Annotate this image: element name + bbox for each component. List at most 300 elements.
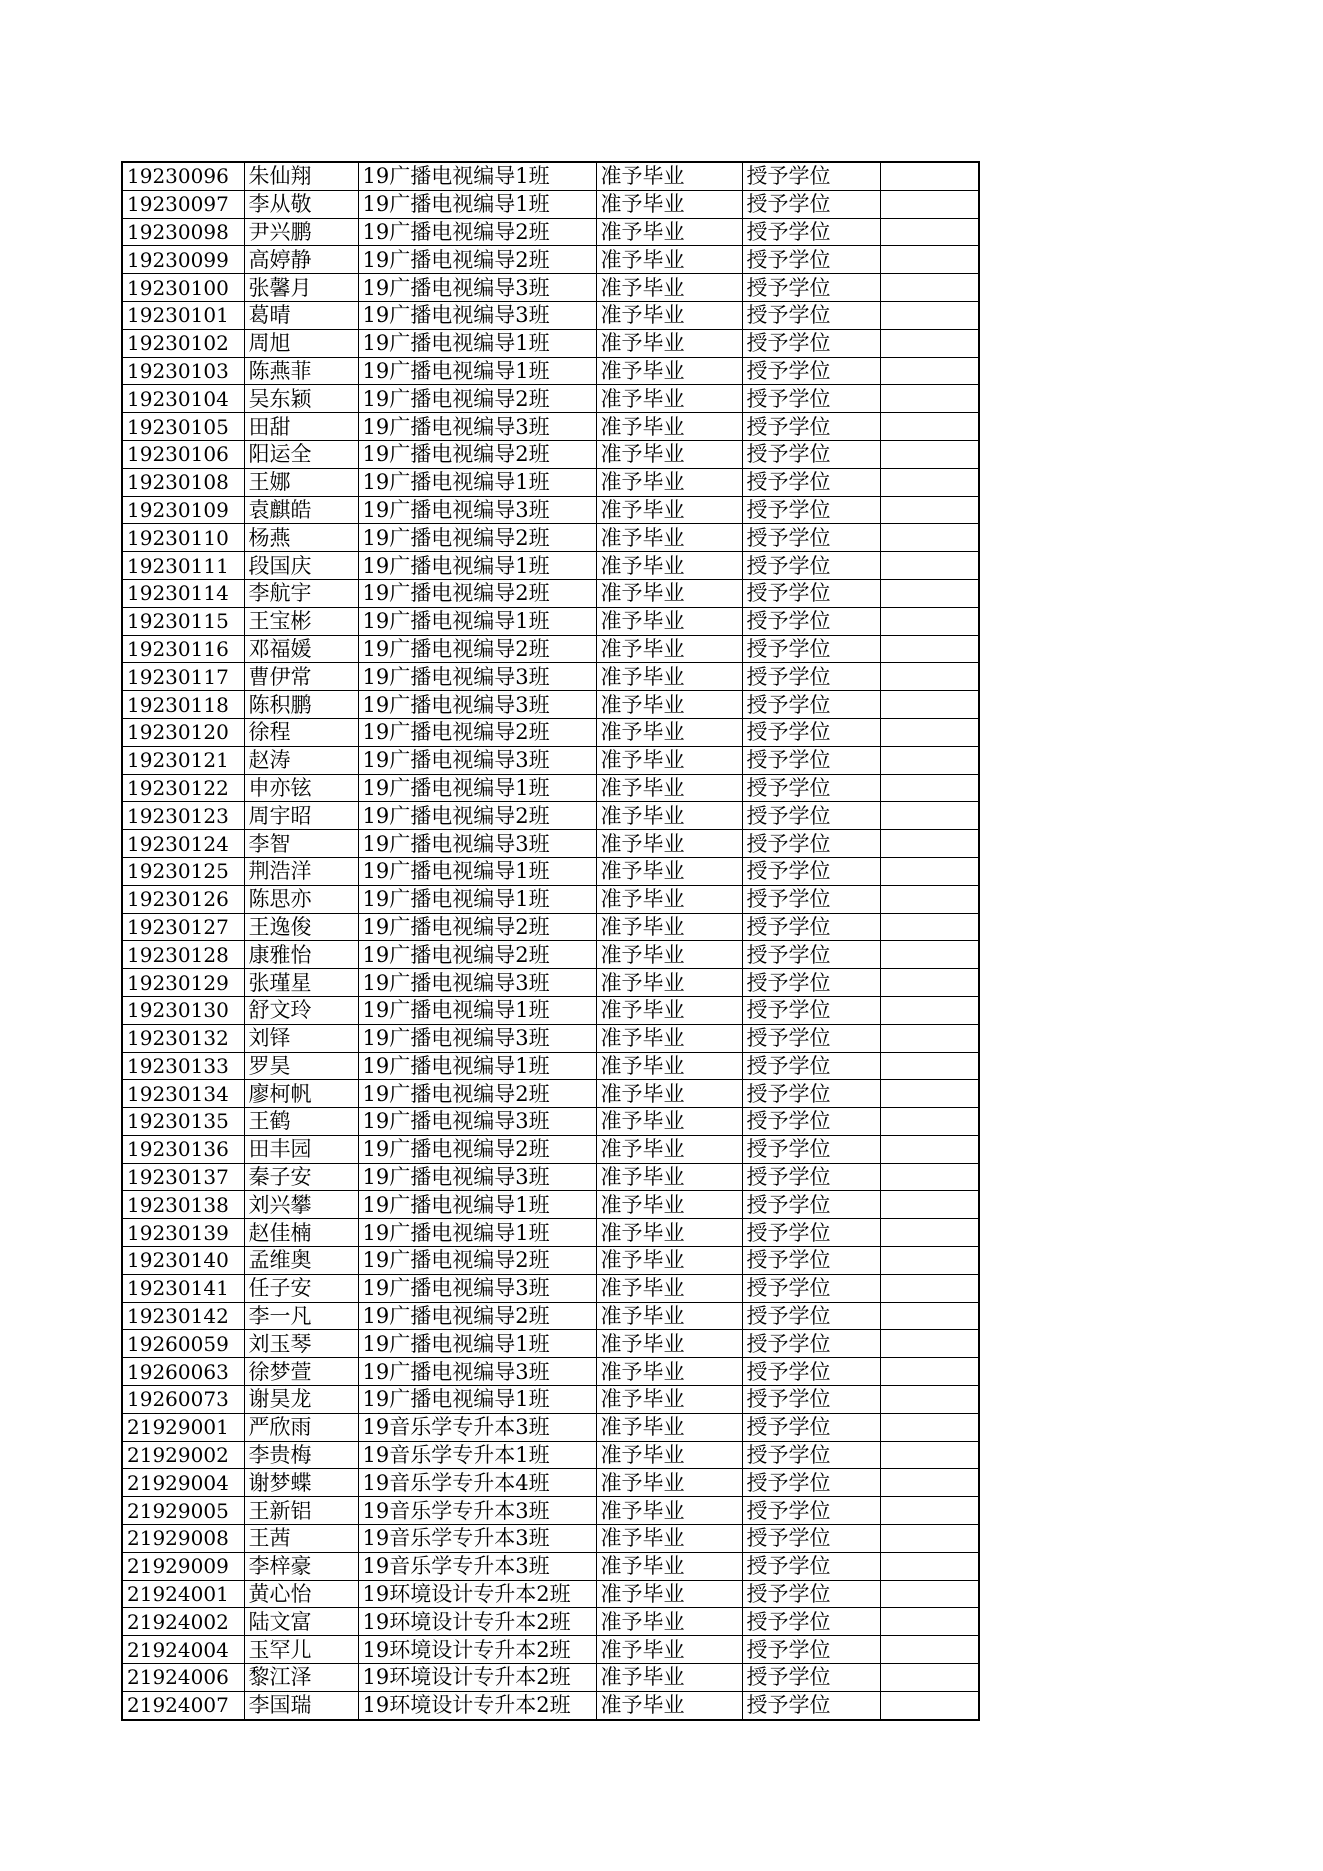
graduation-status-cell: 准予毕业 xyxy=(596,1413,742,1441)
remarks-cell xyxy=(880,1135,979,1163)
class-name-cell: 19音乐学专升本3班 xyxy=(358,1525,596,1553)
student-name-cell: 谢梦蝶 xyxy=(244,1469,358,1497)
student-name-cell: 陈燕菲 xyxy=(244,357,358,385)
student-name-cell: 赵涛 xyxy=(244,746,358,774)
table-row xyxy=(122,718,979,746)
table-row xyxy=(122,413,979,441)
degree-status-cell: 授予学位 xyxy=(742,1525,880,1553)
class-name-cell: 19广播电视编导1班 xyxy=(358,1386,596,1414)
graduation-status-cell: 准予毕业 xyxy=(596,913,742,941)
student-id-cell: 19230115 xyxy=(122,607,244,635)
student-name-cell: 孟维奥 xyxy=(244,1247,358,1275)
student-id-cell: 21924007 xyxy=(122,1691,244,1719)
student-name-cell: 李国瑞 xyxy=(244,1691,358,1719)
student-id-cell: 19230129 xyxy=(122,969,244,997)
degree-status-cell: 授予学位 xyxy=(742,413,880,441)
remarks-cell xyxy=(880,274,979,302)
graduation-status-cell: 准予毕业 xyxy=(596,1580,742,1608)
table-row xyxy=(122,190,979,218)
student-name-cell: 曹伊常 xyxy=(244,663,358,691)
graduation-status-cell: 准予毕业 xyxy=(596,1108,742,1136)
class-name-cell: 19广播电视编导3班 xyxy=(358,1358,596,1386)
student-id-cell: 19260073 xyxy=(122,1386,244,1414)
table-row xyxy=(122,162,979,190)
remarks-cell xyxy=(880,1608,979,1636)
table-row xyxy=(122,802,979,830)
graduation-status-cell: 准予毕业 xyxy=(596,1469,742,1497)
class-name-cell: 19广播电视编导2班 xyxy=(358,941,596,969)
class-name-cell: 19广播电视编导3班 xyxy=(358,413,596,441)
remarks-cell xyxy=(880,774,979,802)
graduation-status-cell: 准予毕业 xyxy=(596,746,742,774)
student-id-cell: 19230109 xyxy=(122,496,244,524)
student-id-cell: 19230096 xyxy=(122,162,244,190)
student-id-cell: 19230108 xyxy=(122,468,244,496)
class-name-cell: 19音乐学专升本1班 xyxy=(358,1441,596,1469)
remarks-cell xyxy=(880,1469,979,1497)
class-name-cell: 19广播电视编导2班 xyxy=(358,579,596,607)
student-id-cell: 19230114 xyxy=(122,579,244,607)
remarks-cell xyxy=(880,857,979,885)
student-id-cell: 21924002 xyxy=(122,1608,244,1636)
graduation-status-cell: 准予毕业 xyxy=(596,885,742,913)
graduation-status-cell: 准予毕业 xyxy=(596,524,742,552)
remarks-cell xyxy=(880,1219,979,1247)
graduation-degree-table xyxy=(121,161,980,1721)
table-row xyxy=(122,496,979,524)
class-name-cell: 19广播电视编导1班 xyxy=(358,885,596,913)
student-name-cell: 尹兴鹏 xyxy=(244,218,358,246)
remarks-cell xyxy=(880,357,979,385)
table-row xyxy=(122,969,979,997)
student-name-cell: 李航宇 xyxy=(244,579,358,607)
student-id-cell: 19230100 xyxy=(122,274,244,302)
class-name-cell: 19广播电视编导3班 xyxy=(358,830,596,858)
table-row xyxy=(122,663,979,691)
table-row xyxy=(122,857,979,885)
table-row xyxy=(122,385,979,413)
class-name-cell: 19广播电视编导1班 xyxy=(358,1191,596,1219)
degree-status-cell: 授予学位 xyxy=(742,1552,880,1580)
remarks-cell xyxy=(880,691,979,719)
student-id-cell: 19230097 xyxy=(122,190,244,218)
student-id-cell: 19230123 xyxy=(122,802,244,830)
degree-status-cell: 授予学位 xyxy=(742,1497,880,1525)
student-name-cell: 玉罕儿 xyxy=(244,1636,358,1664)
graduation-status-cell: 准予毕业 xyxy=(596,1247,742,1275)
class-name-cell: 19广播电视编导2班 xyxy=(358,1135,596,1163)
student-name-cell: 田丰园 xyxy=(244,1135,358,1163)
table-row xyxy=(122,329,979,357)
student-id-cell: 21929008 xyxy=(122,1525,244,1553)
degree-status-cell: 授予学位 xyxy=(742,1191,880,1219)
graduation-status-cell: 准予毕业 xyxy=(596,1664,742,1692)
graduation-status-cell: 准予毕业 xyxy=(596,941,742,969)
table-row xyxy=(122,1636,979,1664)
class-name-cell: 19广播电视编导1班 xyxy=(358,329,596,357)
student-id-cell: 19230111 xyxy=(122,552,244,580)
degree-status-cell: 授予学位 xyxy=(742,718,880,746)
class-name-cell: 19广播电视编导2班 xyxy=(358,1302,596,1330)
degree-status-cell: 授予学位 xyxy=(742,246,880,274)
graduation-status-cell: 准予毕业 xyxy=(596,1163,742,1191)
remarks-cell xyxy=(880,385,979,413)
degree-status-cell: 授予学位 xyxy=(742,1080,880,1108)
graduation-status-cell: 准予毕业 xyxy=(596,301,742,329)
degree-status-cell: 授予学位 xyxy=(742,274,880,302)
degree-status-cell: 授予学位 xyxy=(742,802,880,830)
student-id-cell: 21929004 xyxy=(122,1469,244,1497)
student-name-cell: 吴东颖 xyxy=(244,385,358,413)
student-name-cell: 刘铎 xyxy=(244,1024,358,1052)
student-id-cell: 19230125 xyxy=(122,857,244,885)
student-name-cell: 朱仙翔 xyxy=(244,162,358,190)
student-name-cell: 徐程 xyxy=(244,718,358,746)
table-row xyxy=(122,274,979,302)
student-id-cell: 19230140 xyxy=(122,1247,244,1275)
student-name-cell: 袁麒皓 xyxy=(244,496,358,524)
class-name-cell: 19广播电视编导3班 xyxy=(358,746,596,774)
degree-status-cell: 授予学位 xyxy=(742,552,880,580)
graduation-status-cell: 准予毕业 xyxy=(596,440,742,468)
class-name-cell: 19广播电视编导2班 xyxy=(358,385,596,413)
remarks-cell xyxy=(880,1358,979,1386)
student-id-cell: 19230110 xyxy=(122,524,244,552)
class-name-cell: 19广播电视编导3班 xyxy=(358,969,596,997)
table-row xyxy=(122,1691,979,1719)
table-row xyxy=(122,218,979,246)
degree-status-cell: 授予学位 xyxy=(742,218,880,246)
table-body xyxy=(122,162,979,1720)
class-name-cell: 19广播电视编导2班 xyxy=(358,635,596,663)
table-row xyxy=(122,607,979,635)
table-row xyxy=(122,1135,979,1163)
student-id-cell: 19230136 xyxy=(122,1135,244,1163)
class-name-cell: 19广播电视编导1班 xyxy=(358,1219,596,1247)
class-name-cell: 19环境设计专升本2班 xyxy=(358,1580,596,1608)
student-id-cell: 19260059 xyxy=(122,1330,244,1358)
degree-status-cell: 授予学位 xyxy=(742,1247,880,1275)
student-id-cell: 19230116 xyxy=(122,635,244,663)
remarks-cell xyxy=(880,246,979,274)
student-name-cell: 任子安 xyxy=(244,1274,358,1302)
table-row xyxy=(122,774,979,802)
table-row xyxy=(122,1330,979,1358)
remarks-cell xyxy=(880,1552,979,1580)
student-id-cell: 19230124 xyxy=(122,830,244,858)
graduation-status-cell: 准予毕业 xyxy=(596,218,742,246)
graduation-status-cell: 准予毕业 xyxy=(596,691,742,719)
student-name-cell: 黄心怡 xyxy=(244,1580,358,1608)
table-row xyxy=(122,357,979,385)
graduation-status-cell: 准予毕业 xyxy=(596,468,742,496)
degree-status-cell: 授予学位 xyxy=(742,1413,880,1441)
remarks-cell xyxy=(880,830,979,858)
remarks-cell xyxy=(880,1664,979,1692)
remarks-cell xyxy=(880,996,979,1024)
student-name-cell: 王逸俊 xyxy=(244,913,358,941)
degree-status-cell: 授予学位 xyxy=(742,1441,880,1469)
remarks-cell xyxy=(880,1191,979,1219)
graduation-status-cell: 准予毕业 xyxy=(596,607,742,635)
table-row xyxy=(122,885,979,913)
table-row xyxy=(122,440,979,468)
student-id-cell: 19230132 xyxy=(122,1024,244,1052)
table-row xyxy=(122,1441,979,1469)
graduation-status-cell: 准予毕业 xyxy=(596,1691,742,1719)
student-id-cell: 21924006 xyxy=(122,1664,244,1692)
graduation-status-cell: 准予毕业 xyxy=(596,413,742,441)
degree-status-cell: 授予学位 xyxy=(742,301,880,329)
student-name-cell: 舒文玲 xyxy=(244,996,358,1024)
degree-status-cell: 授予学位 xyxy=(742,941,880,969)
table-row xyxy=(122,1608,979,1636)
graduation-status-cell: 准予毕业 xyxy=(596,663,742,691)
student-name-cell: 王鹤 xyxy=(244,1108,358,1136)
student-name-cell: 王宝彬 xyxy=(244,607,358,635)
student-id-cell: 19230106 xyxy=(122,440,244,468)
remarks-cell xyxy=(880,1441,979,1469)
graduation-status-cell: 准予毕业 xyxy=(596,718,742,746)
degree-status-cell: 授予学位 xyxy=(742,524,880,552)
degree-status-cell: 授予学位 xyxy=(742,746,880,774)
remarks-cell xyxy=(880,802,979,830)
degree-status-cell: 授予学位 xyxy=(742,663,880,691)
degree-status-cell: 授予学位 xyxy=(742,857,880,885)
class-name-cell: 19广播电视编导3班 xyxy=(358,274,596,302)
class-name-cell: 19广播电视编导3班 xyxy=(358,301,596,329)
degree-status-cell: 授予学位 xyxy=(742,190,880,218)
student-name-cell: 李贵梅 xyxy=(244,1441,358,1469)
remarks-cell xyxy=(880,329,979,357)
graduation-status-cell: 准予毕业 xyxy=(596,246,742,274)
graduation-status-cell: 准予毕业 xyxy=(596,969,742,997)
graduation-status-cell: 准予毕业 xyxy=(596,274,742,302)
student-name-cell: 王新铝 xyxy=(244,1497,358,1525)
table-row xyxy=(122,830,979,858)
remarks-cell xyxy=(880,718,979,746)
class-name-cell: 19广播电视编导2班 xyxy=(358,718,596,746)
remarks-cell xyxy=(880,607,979,635)
degree-status-cell: 授予学位 xyxy=(742,579,880,607)
remarks-cell xyxy=(880,1274,979,1302)
class-name-cell: 19广播电视编导2班 xyxy=(358,524,596,552)
student-id-cell: 19230130 xyxy=(122,996,244,1024)
class-name-cell: 19广播电视编导2班 xyxy=(358,218,596,246)
student-name-cell: 严欣雨 xyxy=(244,1413,358,1441)
graduation-status-cell: 准予毕业 xyxy=(596,1636,742,1664)
student-name-cell: 邓福媛 xyxy=(244,635,358,663)
student-id-cell: 19230101 xyxy=(122,301,244,329)
class-name-cell: 19广播电视编导2班 xyxy=(358,1247,596,1275)
degree-status-cell: 授予学位 xyxy=(742,1386,880,1414)
student-id-cell: 19230139 xyxy=(122,1219,244,1247)
remarks-cell xyxy=(880,1413,979,1441)
table-row xyxy=(122,635,979,663)
table-row xyxy=(122,1108,979,1136)
table-row xyxy=(122,913,979,941)
graduation-status-cell: 准予毕业 xyxy=(596,857,742,885)
student-id-cell: 21929001 xyxy=(122,1413,244,1441)
table-row xyxy=(122,1552,979,1580)
table-row xyxy=(122,1358,979,1386)
class-name-cell: 19广播电视编导1班 xyxy=(358,857,596,885)
student-name-cell: 康雅怡 xyxy=(244,941,358,969)
table-row xyxy=(122,1080,979,1108)
graduation-status-cell: 准予毕业 xyxy=(596,496,742,524)
remarks-cell xyxy=(880,1525,979,1553)
degree-status-cell: 授予学位 xyxy=(742,1469,880,1497)
graduation-status-cell: 准予毕业 xyxy=(596,774,742,802)
degree-status-cell: 授予学位 xyxy=(742,691,880,719)
class-name-cell: 19环境设计专升本2班 xyxy=(358,1608,596,1636)
student-id-cell: 19230104 xyxy=(122,385,244,413)
student-id-cell: 19230126 xyxy=(122,885,244,913)
table-row xyxy=(122,1302,979,1330)
remarks-cell xyxy=(880,746,979,774)
student-name-cell: 陈积鹏 xyxy=(244,691,358,719)
class-name-cell: 19广播电视编导3班 xyxy=(358,1024,596,1052)
class-name-cell: 19广播电视编导1班 xyxy=(358,190,596,218)
degree-status-cell: 授予学位 xyxy=(742,468,880,496)
student-id-cell: 21929002 xyxy=(122,1441,244,1469)
student-name-cell: 李一凡 xyxy=(244,1302,358,1330)
student-name-cell: 李从敬 xyxy=(244,190,358,218)
student-name-cell: 李梓豪 xyxy=(244,1552,358,1580)
student-name-cell: 刘玉琴 xyxy=(244,1330,358,1358)
student-name-cell: 秦子安 xyxy=(244,1163,358,1191)
table-row xyxy=(122,1664,979,1692)
graduation-status-cell: 准予毕业 xyxy=(596,1052,742,1080)
remarks-cell xyxy=(880,1302,979,1330)
student-name-cell: 罗昊 xyxy=(244,1052,358,1080)
class-name-cell: 19广播电视编导2班 xyxy=(358,1080,596,1108)
graduation-status-cell: 准予毕业 xyxy=(596,1386,742,1414)
remarks-cell xyxy=(880,941,979,969)
degree-status-cell: 授予学位 xyxy=(742,1135,880,1163)
graduation-status-cell: 准予毕业 xyxy=(596,357,742,385)
remarks-cell xyxy=(880,301,979,329)
student-name-cell: 申亦铉 xyxy=(244,774,358,802)
graduation-status-cell: 准予毕业 xyxy=(596,1302,742,1330)
degree-status-cell: 授予学位 xyxy=(742,1024,880,1052)
student-name-cell: 葛晴 xyxy=(244,301,358,329)
remarks-cell xyxy=(880,440,979,468)
table-row xyxy=(122,552,979,580)
remarks-cell xyxy=(880,579,979,607)
student-name-cell: 周宇昭 xyxy=(244,802,358,830)
table-row xyxy=(122,1274,979,1302)
table-row xyxy=(122,1580,979,1608)
remarks-cell xyxy=(880,190,979,218)
remarks-cell xyxy=(880,1080,979,1108)
class-name-cell: 19音乐学专升本3班 xyxy=(358,1552,596,1580)
table-row xyxy=(122,691,979,719)
degree-status-cell: 授予学位 xyxy=(742,1108,880,1136)
class-name-cell: 19广播电视编导1班 xyxy=(358,162,596,190)
student-id-cell: 19230135 xyxy=(122,1108,244,1136)
graduation-status-cell: 准予毕业 xyxy=(596,1135,742,1163)
student-id-cell: 19230105 xyxy=(122,413,244,441)
graduation-status-cell: 准予毕业 xyxy=(596,1552,742,1580)
class-name-cell: 19广播电视编导1班 xyxy=(358,607,596,635)
student-id-cell: 19230120 xyxy=(122,718,244,746)
remarks-cell xyxy=(880,663,979,691)
degree-status-cell: 授予学位 xyxy=(742,1219,880,1247)
remarks-cell xyxy=(880,1386,979,1414)
remarks-cell xyxy=(880,413,979,441)
class-name-cell: 19音乐学专升本3班 xyxy=(358,1497,596,1525)
class-name-cell: 19广播电视编导3班 xyxy=(358,663,596,691)
graduation-status-cell: 准予毕业 xyxy=(596,1274,742,1302)
student-id-cell: 19230127 xyxy=(122,913,244,941)
class-name-cell: 19广播电视编导3班 xyxy=(358,1163,596,1191)
table-row xyxy=(122,1497,979,1525)
degree-status-cell: 授予学位 xyxy=(742,1664,880,1692)
degree-status-cell: 授予学位 xyxy=(742,1358,880,1386)
remarks-cell xyxy=(880,969,979,997)
remarks-cell xyxy=(880,162,979,190)
degree-status-cell: 授予学位 xyxy=(742,1580,880,1608)
table-row xyxy=(122,941,979,969)
graduation-status-cell: 准予毕业 xyxy=(596,1024,742,1052)
graduation-status-cell: 准予毕业 xyxy=(596,1608,742,1636)
remarks-cell xyxy=(880,885,979,913)
degree-status-cell: 授予学位 xyxy=(742,440,880,468)
graduation-status-cell: 准予毕业 xyxy=(596,802,742,830)
graduation-status-cell: 准予毕业 xyxy=(596,1497,742,1525)
degree-status-cell: 授予学位 xyxy=(742,1608,880,1636)
degree-status-cell: 授予学位 xyxy=(742,885,880,913)
graduation-status-cell: 准予毕业 xyxy=(596,1191,742,1219)
student-name-cell: 高婷静 xyxy=(244,246,358,274)
class-name-cell: 19环境设计专升本2班 xyxy=(358,1664,596,1692)
student-id-cell: 19230098 xyxy=(122,218,244,246)
student-id-cell: 19230121 xyxy=(122,746,244,774)
remarks-cell xyxy=(880,524,979,552)
graduation-status-cell: 准予毕业 xyxy=(596,190,742,218)
student-name-cell: 阳运全 xyxy=(244,440,358,468)
student-name-cell: 荆浩洋 xyxy=(244,857,358,885)
remarks-cell xyxy=(880,468,979,496)
graduation-status-cell: 准予毕业 xyxy=(596,552,742,580)
remarks-cell xyxy=(880,1497,979,1525)
student-id-cell: 19230099 xyxy=(122,246,244,274)
remarks-cell xyxy=(880,1691,979,1719)
graduation-status-cell: 准予毕业 xyxy=(596,996,742,1024)
student-id-cell: 21929005 xyxy=(122,1497,244,1525)
remarks-cell xyxy=(880,1580,979,1608)
graduation-status-cell: 准予毕业 xyxy=(596,1080,742,1108)
student-id-cell: 19230134 xyxy=(122,1080,244,1108)
degree-status-cell: 授予学位 xyxy=(742,830,880,858)
remarks-cell xyxy=(880,1636,979,1664)
table-row xyxy=(122,1163,979,1191)
table-row xyxy=(122,1247,979,1275)
table-row xyxy=(122,1469,979,1497)
student-id-cell: 19260063 xyxy=(122,1358,244,1386)
student-id-cell: 19230142 xyxy=(122,1302,244,1330)
degree-status-cell: 授予学位 xyxy=(742,913,880,941)
degree-status-cell: 授予学位 xyxy=(742,1302,880,1330)
class-name-cell: 19音乐学专升本4班 xyxy=(358,1469,596,1497)
student-name-cell: 谢昊龙 xyxy=(244,1386,358,1414)
table-row xyxy=(122,1052,979,1080)
student-id-cell: 19230138 xyxy=(122,1191,244,1219)
class-name-cell: 19广播电视编导1班 xyxy=(358,774,596,802)
student-name-cell: 刘兴攀 xyxy=(244,1191,358,1219)
graduation-status-cell: 准予毕业 xyxy=(596,830,742,858)
